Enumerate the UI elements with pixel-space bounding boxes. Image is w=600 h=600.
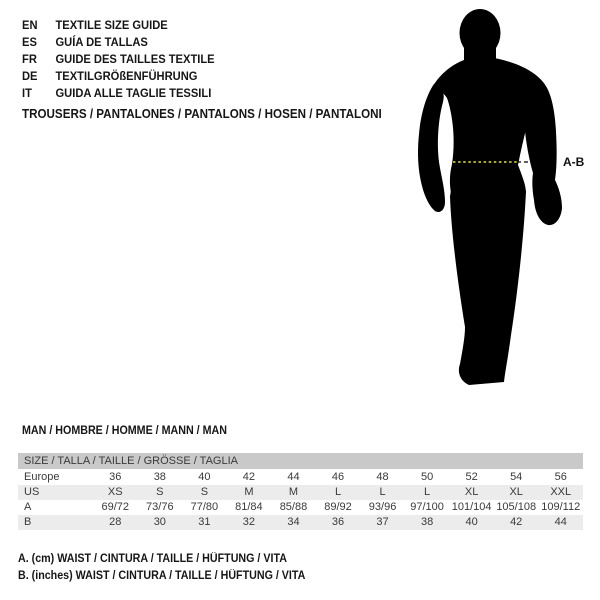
table-cell: 109/112 xyxy=(541,501,581,513)
language-row-de xyxy=(22,67,215,84)
silhouette-right-arm xyxy=(524,82,562,225)
size-table-header: SIZE / TALLA / TAILLE / GRÖSSE / TAGLIA xyxy=(18,453,583,469)
table-cell: 34 xyxy=(287,516,300,528)
table-cell: 40 xyxy=(198,471,211,483)
table-cell: 36 xyxy=(109,471,122,483)
table-cell: 46 xyxy=(331,471,345,483)
table-cell: 42 xyxy=(242,471,256,483)
table-cell: 54 xyxy=(510,471,523,483)
language-list xyxy=(22,16,215,101)
table-cell: 30 xyxy=(153,516,166,528)
silhouette-left-arm xyxy=(418,84,445,212)
language-label: GUIDE DES TAILLES TEXTILE xyxy=(55,51,215,66)
size-table xyxy=(18,453,583,530)
row-label: A xyxy=(24,501,32,513)
measure-label-a-b: A-B xyxy=(563,155,585,169)
language-row-es xyxy=(22,33,215,50)
table-cell: 36 xyxy=(331,516,345,528)
table-cell: L xyxy=(334,486,342,498)
man-silhouette xyxy=(400,0,600,400)
table-cell: L xyxy=(379,486,386,498)
table-cell: 50 xyxy=(420,471,434,483)
table-cell: 56 xyxy=(554,471,567,483)
table-row-europe xyxy=(18,470,583,485)
table-cell: S xyxy=(200,486,209,498)
language-row-it xyxy=(22,84,215,101)
table-row-b-inches xyxy=(18,515,583,530)
table-cell: 31 xyxy=(198,516,211,528)
table-cell: 38 xyxy=(420,516,434,528)
table-cell: XS xyxy=(107,486,123,498)
note-a: A. (cm) WAIST / CINTURA / TAILLE / HÜFTUNG / VITA xyxy=(18,552,287,565)
man-silhouette-figure xyxy=(400,0,600,400)
row-label: US xyxy=(24,486,40,498)
language-label: TEXTILE SIZE GUIDE xyxy=(55,17,168,32)
table-cell: 40 xyxy=(465,516,478,528)
table-row-us xyxy=(18,485,583,500)
language-label: GUIDA ALLE TAGLIE TESSILI xyxy=(55,85,212,100)
table-cell: 85/88 xyxy=(279,501,308,513)
language-code: DE xyxy=(22,68,38,83)
language-row-fr xyxy=(22,50,215,67)
table-cell: 52 xyxy=(465,471,478,483)
table-cell: M xyxy=(244,486,254,498)
table-cell: 42 xyxy=(510,516,523,528)
table-cell: 32 xyxy=(242,516,256,528)
table-cell: L xyxy=(424,486,431,498)
table-row-a-cm xyxy=(18,500,583,515)
table-cell: 44 xyxy=(554,516,567,528)
table-cell: XL xyxy=(509,486,523,498)
language-code: EN xyxy=(22,17,38,32)
language-label: TEXTILGRÖßENFÜHRUNG xyxy=(55,68,198,83)
table-cell: S xyxy=(156,486,164,498)
language-code: FR xyxy=(22,51,37,66)
table-cell: 69/72 xyxy=(101,501,130,513)
table-cell: 38 xyxy=(153,471,166,483)
table-cell: M xyxy=(288,486,299,498)
table-cell: 44 xyxy=(287,471,300,483)
table-cell: 89/92 xyxy=(324,501,352,513)
row-label: B xyxy=(24,516,32,528)
table-cell: 73/76 xyxy=(146,501,174,513)
table-cell: XL xyxy=(464,486,479,498)
table-cell: 105/108 xyxy=(496,501,537,513)
table-title: MAN / HOMBRE / HOMME / MANN / MAN xyxy=(22,425,227,437)
silhouette-legs xyxy=(450,191,526,385)
language-code: ES xyxy=(22,34,37,49)
table-cell: 93/96 xyxy=(368,501,397,513)
language-row-en xyxy=(22,16,215,33)
table-cell: XXL xyxy=(550,486,572,498)
table-cell: 28 xyxy=(109,516,122,528)
table-cell: 81/84 xyxy=(235,501,263,513)
language-label: GUÍA DE TALLAS xyxy=(55,34,148,49)
table-cell: 97/100 xyxy=(410,501,444,513)
measurement-notes xyxy=(18,550,327,585)
table-cell: 77/80 xyxy=(190,501,219,513)
language-code: IT xyxy=(22,85,32,100)
table-cell: 37 xyxy=(376,516,389,528)
table-cell: 48 xyxy=(376,471,389,483)
table-cell: 101/104 xyxy=(451,501,492,513)
note-b: B. (inches) WAIST / CINTURA / TAILLE / HÜFTUNG / VITA xyxy=(18,570,306,583)
category-heading: TROUSERS / PANTALONES / PANTALONS / HOSEN / PANTALONI xyxy=(22,107,382,121)
row-label: Europe xyxy=(24,471,60,483)
